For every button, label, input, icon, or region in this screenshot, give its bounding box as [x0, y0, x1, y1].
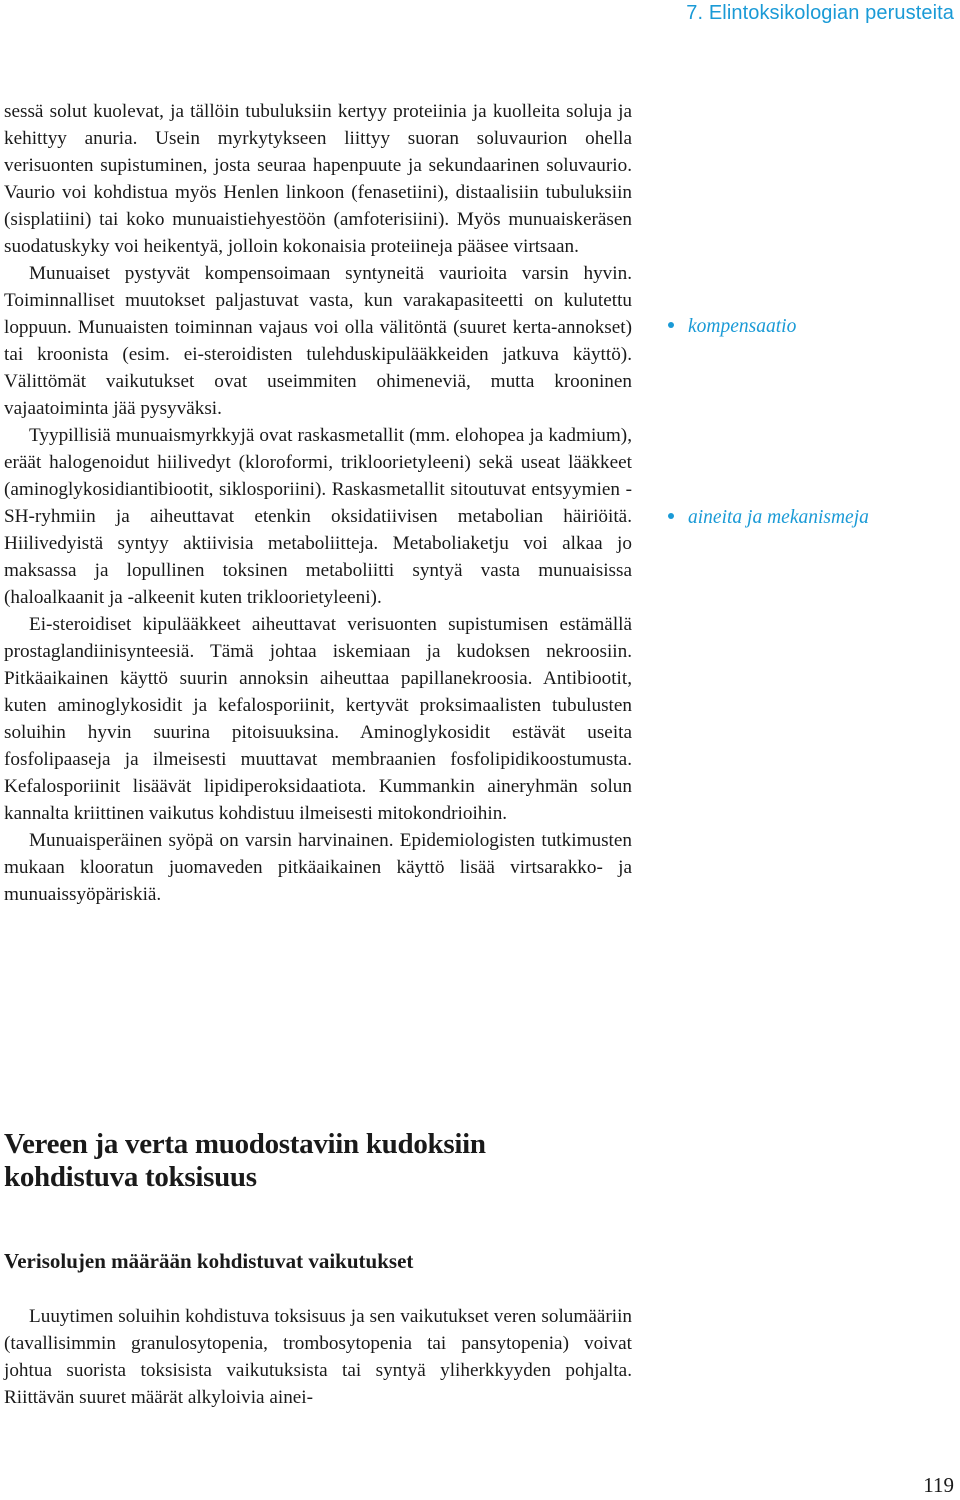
bullet-icon: [668, 513, 674, 519]
margin-note-label: aineita ja mekanismeja: [688, 507, 869, 528]
page-number: 119: [923, 1473, 954, 1497]
body-paragraph: sessä solut kuolevat, ja tällöin tubuluksiin kertyy proteiinia ja kuolleita soluja ja kehittyy anuria. Usein myrkytykseen liittyy suoran soluvaurion ohella verisuonten supistuminen, josta seuraa hapenpuute ja sekundaarinen soluvaurio. Vaurio voi kohdistua myös Henlen linkoon (fenasetiini), distaalisiin tubuluksiin (sisplatiini) tai koko munuaistiehyestöön (amfoterisiini). Myös munuaiskeräsen suodatuskyky voi heikentyä, jolloin kokonaisia proteiineja pääsee virtsaan.: [4, 101, 632, 257]
body-paragraph: Munuaisperäinen syöpä on varsin harvinainen. Epidemiologisten tutkimusten mukaan klooratun juomaveden pitkäaikainen käyttö lisää virtsarakko- ja munuaissyöpäriskiä.: [4, 830, 632, 905]
running-header: 7. Elintoksikologian perusteita: [686, 2, 954, 24]
section-text-column: [4, 1303, 632, 1411]
margin-note-aineita: [668, 507, 869, 529]
body-paragraph: Luuytimen soluihin kohdistuva toksisuus ja sen vaikutukset veren solumääriin (tavallisimmin granulosytopenia, trombosytopenia tai pansytopenia) voivat johtua suorista toksisista vaikutuksista tai syntyä yliherkkyyden pohjalta. Riittävän suuret määrät alkyloivia ainei-: [4, 1306, 632, 1408]
section-heading: Vereen ja verta muodostaviin kudoksiin kohdistuva toksisuus: [4, 1128, 486, 1193]
sub-heading: Verisolujen määrään kohdistuvat vaikutukset: [4, 1249, 414, 1273]
margin-note-label: kompensaatio: [688, 316, 797, 337]
bullet-icon: [668, 322, 674, 328]
body-paragraph: Tyypillisiä munuaismyrkkyjä ovat raskasmetallit (mm. elohopea ja kadmium), eräät halogenoidut hiilivedyt (kloroformi, trikloorietyleeni) sekä useat lääkkeet (aminoglykosidiantibiootit, siklosporiini). Raskasmetallit sitoutuvat entsyymien -SH-ryhmiin ja aiheuttavat etenkin oksidatiivisen metabolian häiriöitä. Hiilivedyistä syntyy aktiivisia metaboliitteja. Metaboliaketju voi alkaa jo maksassa ja lopullinen toksinen metaboliitti syntyä vasta munuaisissa (haloalkaanit ja -alkeenit kuten trikloorietyleeni).: [4, 425, 632, 608]
main-text-column: [4, 98, 632, 908]
body-paragraph: Ei-steroidiset kipulääkkeet aiheuttavat verisuonten supistumisen estämällä prostaglandiinisynteesiä. Tämä johtaa iskemiaan ja kudoksen nekroosiin. Pitkäaikainen käyttö suurin annoksin aiheuttaa papillanekroosia. Antibiootit, kuten aminoglykosidit ja kefalosporiinit, kertyvät proksimaalisten tubulusten soluihin hyvin suurina pitoisuuksina. Aminoglykosidit estävät useita fosfolipaaseja ja ilmeisesti muuttavat membraanien fosfolipidikoostumusta. Kefalosporiinit lisäävät lipidiperoksidaatiota. Kummankin aineryhmän solun kannalta kriittinen vaikutus kohdistuu ilmeisesti mitokondrioihin.: [4, 614, 632, 824]
body-paragraph: Munuaiset pystyvät kompensoimaan syntyneitä vaurioita varsin hyvin. Toiminnalliset muutokset paljastuvat vasta, kun varakapasiteetti on kulutettu loppuun. Munuaisten toiminnan vajaus voi olla välitöntä (suuret kerta-annokset) tai kroonista (esim. ei-steroidisten tulehduskipulääkkeiden jatkuva käyttö). Välittömät vaikutukset ovat useimmiten ohimeneviä, mutta krooninen vajaatoiminta jää pysyväksi.: [4, 263, 632, 419]
margin-note-kompensaatio: [668, 316, 796, 338]
